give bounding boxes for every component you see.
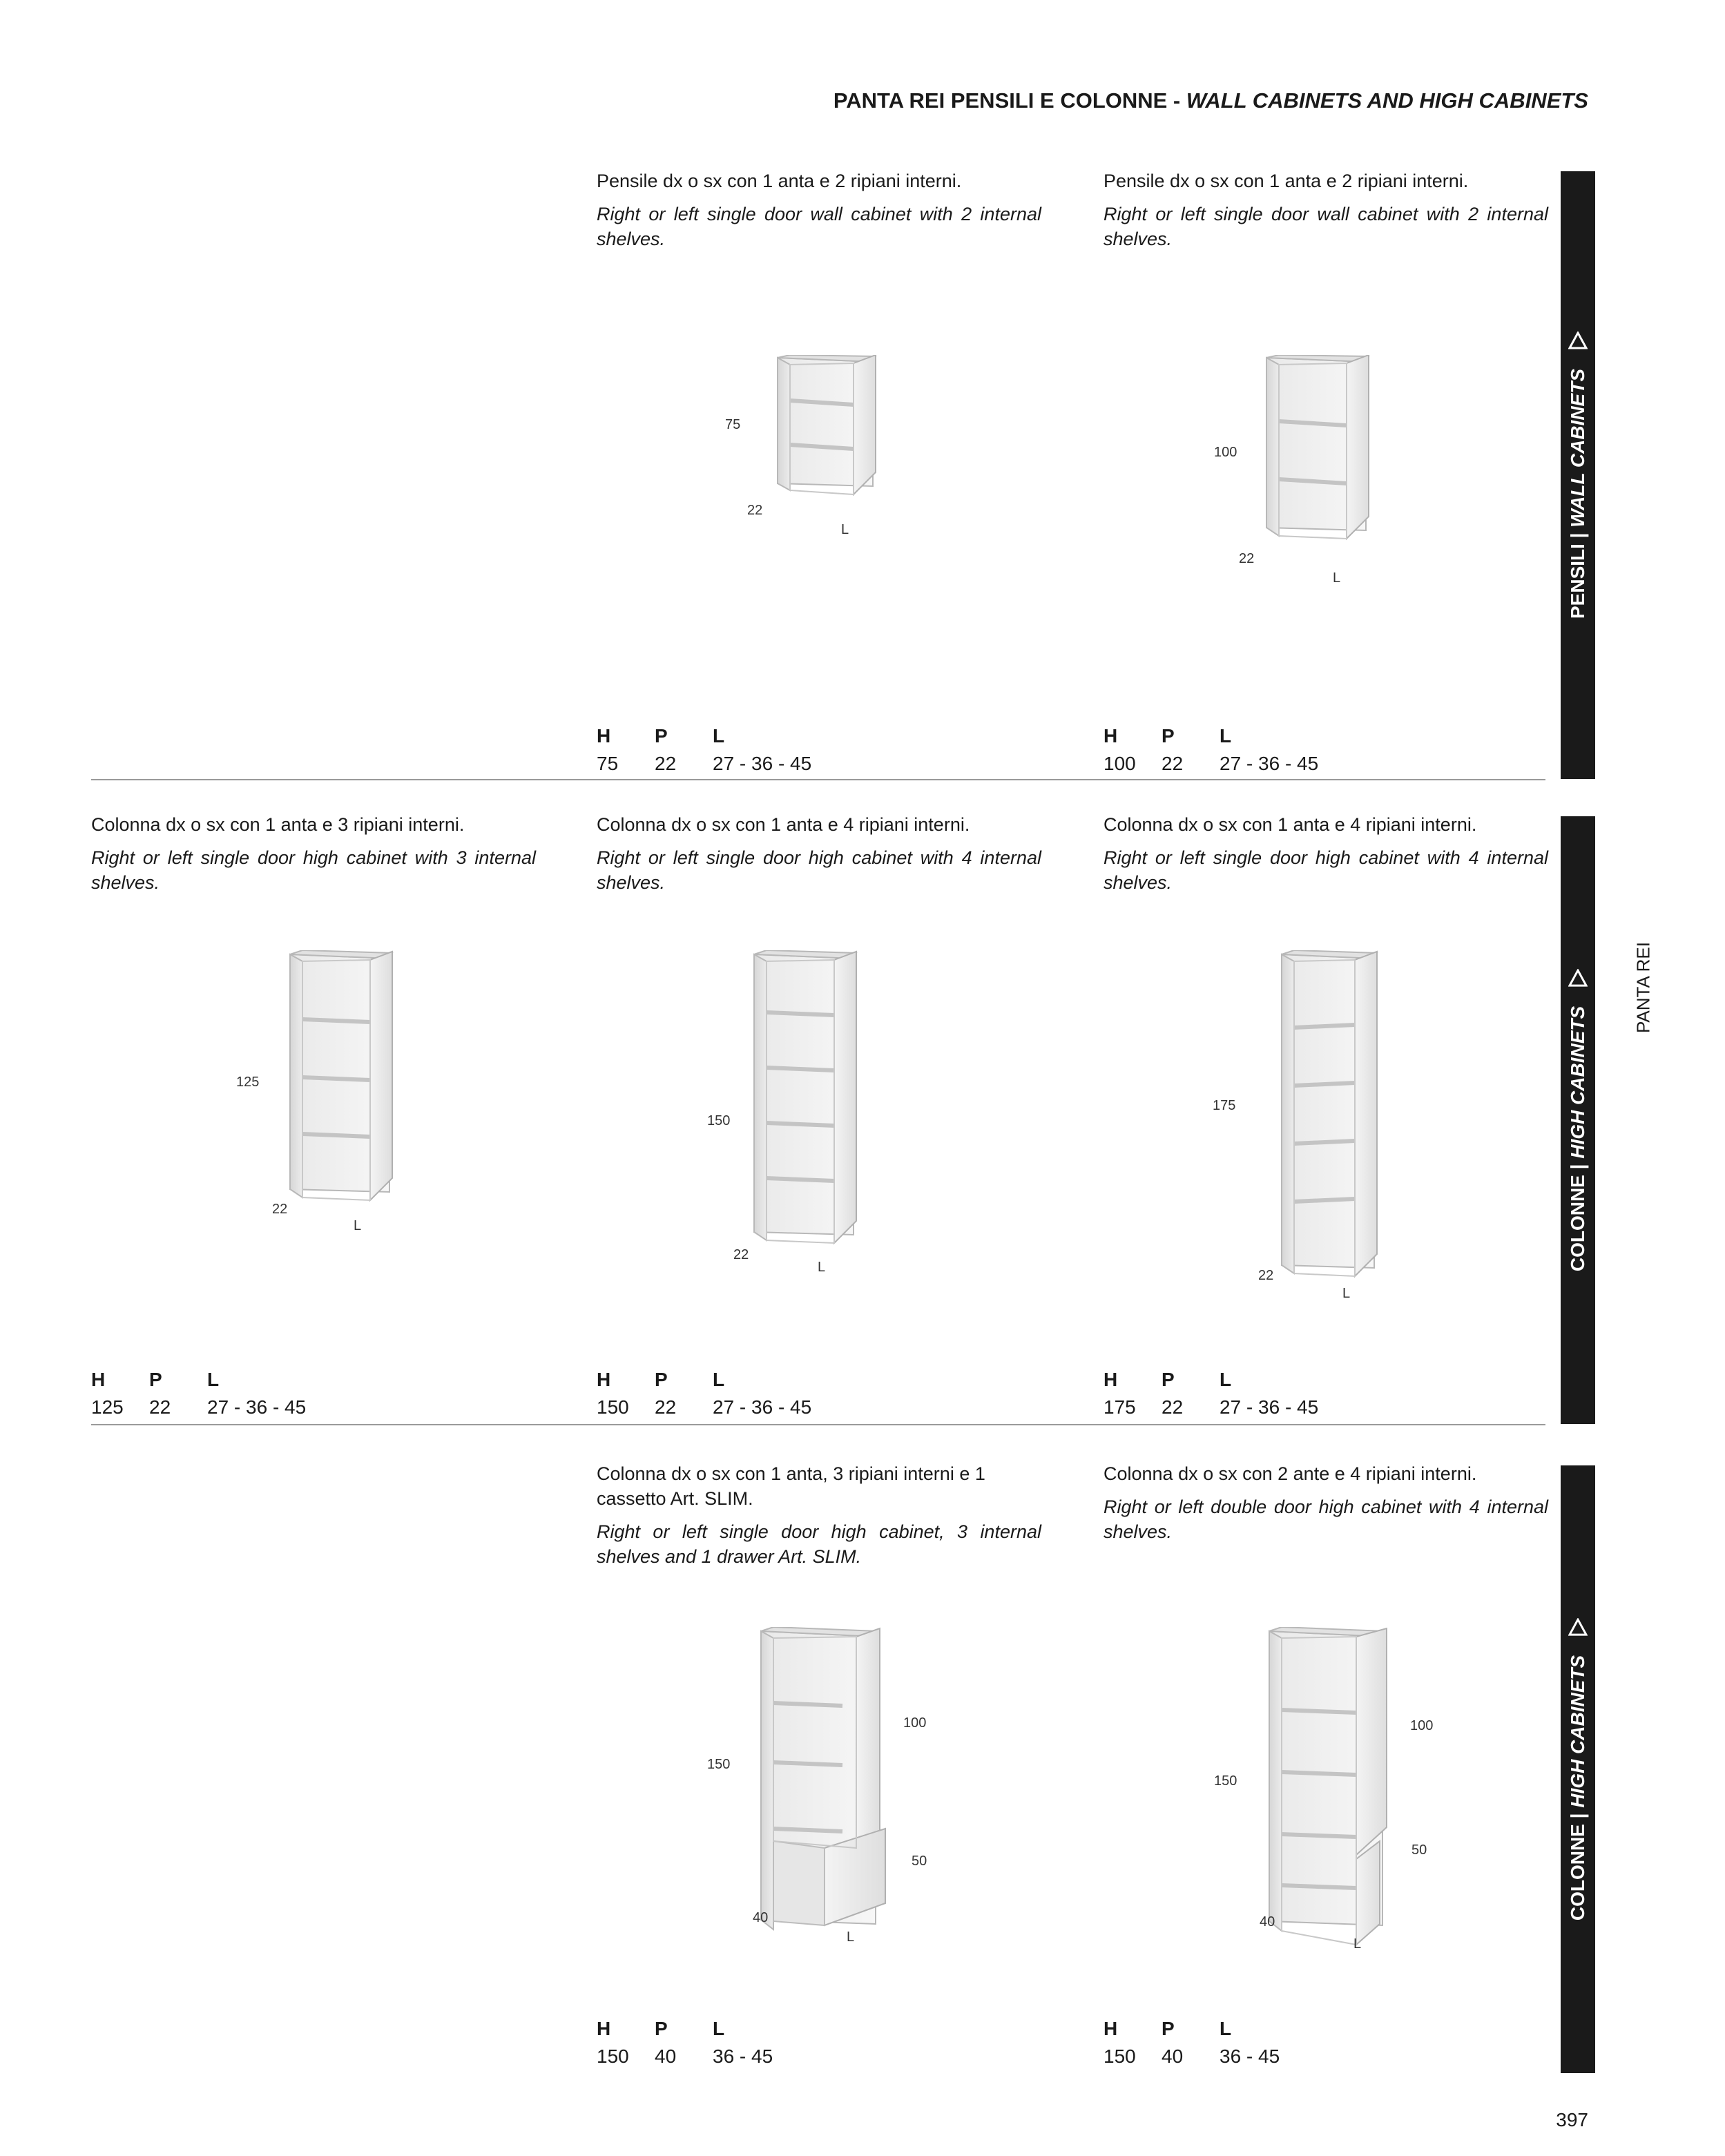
spec-p-label: P bbox=[1162, 725, 1175, 747]
high-cabinet-drawing bbox=[597, 950, 1041, 1296]
spec-table bbox=[597, 1369, 811, 1418]
spec-l-value: 36 - 45 bbox=[1220, 2046, 1280, 2067]
triangle-icon bbox=[1568, 331, 1588, 349]
description-it: Pensile dx o sx con 1 anta e 2 ripiani interni. bbox=[1104, 171, 1469, 191]
dim-width: L bbox=[841, 522, 849, 537]
spec-l-value: 27 - 36 - 45 bbox=[1220, 1396, 1319, 1418]
description-en: Right or left single door high cabinet, 3 internal shelves and 1 drawer Art. SLIM. bbox=[597, 1521, 1041, 1567]
sidebar-tab-wall-cabinets bbox=[1561, 171, 1595, 779]
dim-depth: 22 bbox=[747, 503, 763, 518]
row-divider bbox=[91, 1424, 1545, 1425]
description-en: Right or left single door high cabinet with 4 internal shelves. bbox=[1104, 847, 1548, 893]
brand-label: PANTA REI bbox=[1632, 942, 1654, 1033]
dim-width: L bbox=[1353, 1936, 1362, 1952]
spec-l-label: L bbox=[1220, 2018, 1232, 2039]
sidebar-label bbox=[1567, 1618, 1589, 1921]
spec-l-label: L bbox=[713, 1369, 725, 1390]
high-cabinet-drawing bbox=[597, 1627, 1041, 1972]
spec-l-value: 27 - 36 - 45 bbox=[207, 1396, 307, 1418]
spec-h-value: 175 bbox=[1104, 1396, 1136, 1418]
product-card-high-150 bbox=[597, 812, 1041, 1420]
cabinet-illustration bbox=[597, 1627, 1041, 1972]
spec-p-value: 22 bbox=[149, 1396, 171, 1418]
spec-l-label: L bbox=[1220, 1369, 1232, 1390]
spec-h-label: H bbox=[91, 1369, 106, 1390]
description-en: Right or left single door high cabinet with 4 internal shelves. bbox=[597, 847, 1041, 893]
product-card-high-slim bbox=[597, 1461, 1041, 2083]
dim-height: 150 bbox=[1214, 1773, 1237, 1789]
spec-h-value: 100 bbox=[1104, 753, 1136, 774]
spec-table bbox=[1104, 2018, 1280, 2068]
spec-table bbox=[1104, 725, 1318, 775]
cabinet-illustration bbox=[597, 355, 1041, 562]
dim-width: L bbox=[847, 1929, 855, 1945]
spec-h-value: 125 bbox=[91, 1396, 124, 1418]
spec-table bbox=[91, 1369, 306, 1418]
cabinet-illustration bbox=[1104, 1627, 1548, 1972]
description-it: Colonna dx o sx con 2 ante e 4 ripiani interni. bbox=[1104, 1463, 1477, 1484]
description-en: Right or left double door high cabinet with 4 internal shelves. bbox=[1104, 1496, 1548, 1542]
row-divider bbox=[91, 779, 1545, 780]
dim-height: 175 bbox=[1213, 1098, 1236, 1113]
spec-h-label: H bbox=[1104, 2018, 1118, 2039]
spec-p-label: P bbox=[655, 2018, 668, 2039]
dim-upper: 100 bbox=[1410, 1718, 1434, 1733]
spec-h-value: 150 bbox=[597, 1396, 629, 1418]
spec-l-label: L bbox=[207, 1369, 220, 1390]
spec-p-value: 40 bbox=[1162, 2046, 1184, 2067]
description-en: Right or left single door high cabinet with 3 internal shelves. bbox=[91, 847, 536, 893]
spec-l-label: L bbox=[1220, 725, 1232, 747]
product-card-high-125 bbox=[91, 812, 536, 1420]
description-it: Colonna dx o sx con 1 anta e 4 ripiani interni. bbox=[597, 814, 970, 835]
dim-depth: 22 bbox=[733, 1247, 749, 1262]
sidebar-tab-high-cabinets bbox=[1561, 816, 1595, 1424]
sidebar-label-it: COLONNE | bbox=[1567, 1158, 1588, 1272]
spec-p-label: P bbox=[1162, 2018, 1175, 2039]
wall-cabinet-drawing bbox=[1104, 355, 1548, 604]
spec-h-label: H bbox=[597, 2018, 611, 2039]
spec-p-value: 22 bbox=[1162, 1396, 1184, 1418]
dim-lower: 50 bbox=[1411, 1842, 1427, 1858]
spec-h-label: H bbox=[1104, 1369, 1118, 1390]
sidebar-label-en: HIGH CABINETS bbox=[1567, 1005, 1588, 1159]
spec-h-value: 150 bbox=[597, 2046, 629, 2067]
dim-height: 100 bbox=[1214, 445, 1237, 460]
spec-p-value: 22 bbox=[655, 753, 677, 774]
dim-width: L bbox=[1342, 1286, 1351, 1301]
spec-p-label: P bbox=[1162, 1369, 1175, 1390]
dim-depth: 22 bbox=[1258, 1268, 1274, 1283]
sidebar-label bbox=[1567, 331, 1589, 619]
spec-p-value: 40 bbox=[655, 2046, 677, 2067]
page-title-en: WALL CABINETS AND HIGH CABINETS bbox=[1186, 88, 1588, 113]
dim-lower: 50 bbox=[912, 1854, 927, 1869]
triangle-icon bbox=[1568, 969, 1588, 987]
dim-width: L bbox=[1333, 570, 1341, 586]
sidebar-label-en: HIGH CABINETS bbox=[1567, 1655, 1588, 1808]
high-cabinet-drawing bbox=[1104, 950, 1548, 1323]
description-it: Colonna dx o sx con 1 anta, 3 ripiani interni e 1 cassetto Art. SLIM. bbox=[597, 1463, 985, 1509]
dim-depth: 40 bbox=[753, 1910, 769, 1925]
high-cabinet-drawing bbox=[91, 950, 536, 1254]
triangle-icon bbox=[1568, 1618, 1588, 1636]
cabinet-illustration bbox=[1104, 950, 1548, 1323]
description-en: Right or left single door wall cabinet with 2 internal shelves. bbox=[597, 204, 1041, 249]
description-it: Pensile dx o sx con 1 anta e 2 ripiani interni. bbox=[597, 171, 962, 191]
dim-upper: 100 bbox=[903, 1715, 927, 1731]
sidebar-label bbox=[1567, 969, 1589, 1271]
dim-height: 150 bbox=[707, 1113, 731, 1128]
dim-depth: 40 bbox=[1260, 1914, 1275, 1929]
product-card-wall-100 bbox=[1104, 169, 1548, 776]
cabinet-illustration bbox=[597, 950, 1041, 1296]
spec-l-value: 27 - 36 - 45 bbox=[713, 1396, 812, 1418]
spec-h-value: 75 bbox=[597, 753, 619, 774]
cabinet-illustration bbox=[91, 950, 536, 1254]
spec-p-value: 22 bbox=[1162, 753, 1184, 774]
dim-depth: 22 bbox=[1239, 551, 1255, 566]
spec-p-label: P bbox=[655, 725, 668, 747]
product-card-high-double bbox=[1104, 1461, 1548, 2083]
description-en: Right or left single door wall cabinet with 2 internal shelves. bbox=[1104, 204, 1548, 249]
description-it: Colonna dx o sx con 1 anta e 3 ripiani interni. bbox=[91, 814, 465, 835]
spec-l-label: L bbox=[713, 725, 725, 747]
spec-l-label: L bbox=[713, 2018, 725, 2039]
dim-height: 150 bbox=[707, 1757, 731, 1772]
spec-l-value: 36 - 45 bbox=[713, 2046, 773, 2067]
wall-cabinet-drawing bbox=[597, 355, 1041, 562]
product-card-wall-75 bbox=[597, 169, 1041, 776]
spec-p-label: P bbox=[655, 1369, 668, 1390]
spec-table bbox=[597, 2018, 773, 2068]
product-card-high-175 bbox=[1104, 812, 1548, 1420]
dim-width: L bbox=[818, 1260, 826, 1275]
description-it: Colonna dx o sx con 1 anta e 4 ripiani interni. bbox=[1104, 814, 1477, 835]
sidebar-label-en: WALL CABINETS bbox=[1567, 368, 1588, 528]
dim-height: 75 bbox=[725, 417, 741, 432]
sidebar-tab-high-cabinets-2 bbox=[1561, 1465, 1595, 2073]
spec-table bbox=[597, 725, 811, 775]
spec-h-value: 150 bbox=[1104, 2046, 1136, 2067]
dim-depth: 22 bbox=[272, 1202, 288, 1217]
spec-l-value: 27 - 36 - 45 bbox=[713, 753, 812, 774]
sidebar-label-it: COLONNE | bbox=[1567, 1807, 1588, 1921]
spec-h-label: H bbox=[597, 1369, 611, 1390]
high-cabinet-drawing bbox=[1104, 1627, 1548, 1972]
spec-h-label: H bbox=[597, 725, 611, 747]
spec-p-value: 22 bbox=[655, 1396, 677, 1418]
page-title-it: PANTA REI PENSILI E COLONNE - bbox=[833, 88, 1186, 113]
dim-width: L bbox=[354, 1218, 362, 1233]
spec-h-label: H bbox=[1104, 725, 1118, 747]
page-number: 397 bbox=[1556, 2109, 1588, 2130]
dim-height: 125 bbox=[236, 1075, 260, 1090]
spec-table bbox=[1104, 1369, 1318, 1418]
cabinet-illustration bbox=[1104, 355, 1548, 604]
spec-p-label: P bbox=[149, 1369, 162, 1390]
spec-l-value: 27 - 36 - 45 bbox=[1220, 753, 1319, 774]
sidebar-label-it: PENSILI | bbox=[1567, 527, 1588, 619]
page-title bbox=[833, 88, 1588, 113]
